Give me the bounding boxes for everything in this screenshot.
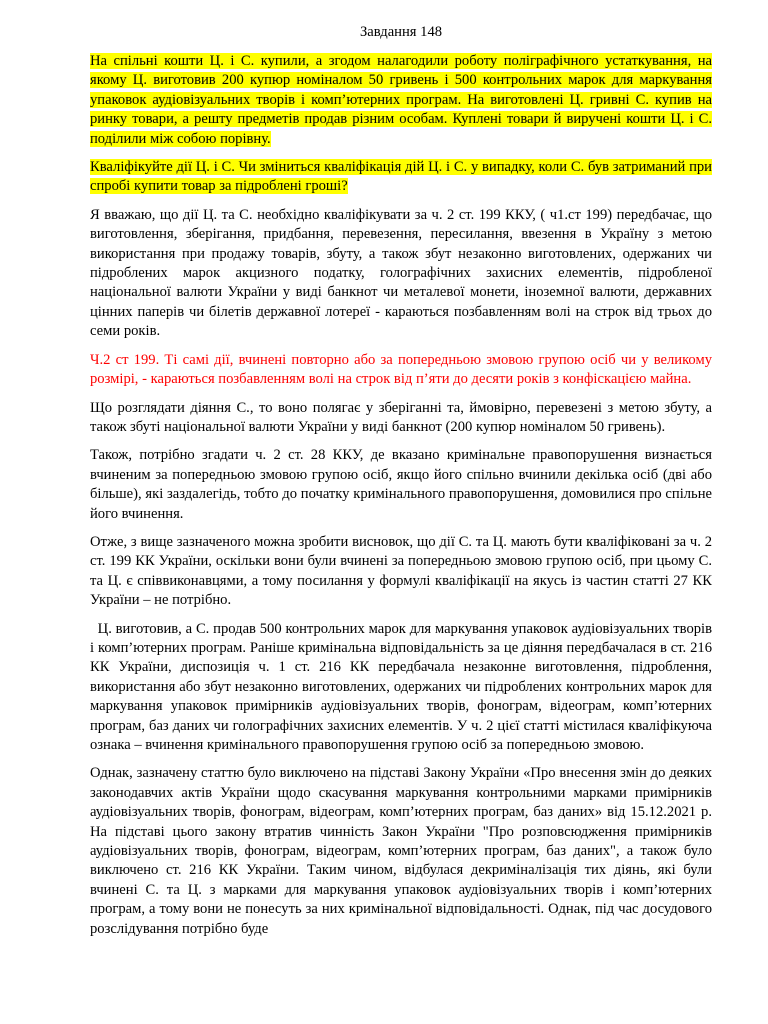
task-paragraph-1 bbox=[90, 52, 712, 149]
answer-paragraph-4: Також, потрібно згадати ч. 2 ст. 28 ККУ, де вказано кримінальне правопорушення визнається вчиненим за попередньою змовою групою осіб, якщо його спільно вчинили декілька осіб (дві або більше), які заздалегідь, тобто до початку кримінального правопорушення, домовилися про спільне його вчинення. bbox=[90, 447, 712, 522]
answer-paragraph-2-red: Ч.2 ст 199. Ті самі дії, вчинені повторно або за попередньою змовою групою осіб чи у великому розмірі, - караються позбавленням волі на строк від п’яти до десяти років з конфіскацією майна. bbox=[90, 351, 712, 388]
answer-paragraph-7: Однак, зазначену статтю було виключено на підставі Закону України «Про внесення змін до деяких законодавчих актів України щодо скасування маркування контрольними марками примірників аудіовізуальних творів, фонограм, відеограм, комп’ютерних програм, баз даних» від 15.12.2021 р. На підставі цього закону втратив чинність Закон України "Про розповсюдження примірників аудіовізуальних творів, фонограм, відеограм, комп’ютерних програм, баз даних", а також було виключено ст. 216 КК України. Таким чином, відбулася декриміналізація тих діянь, які були вчинені С. та Ц. з марками для маркування упаковок аудіовізуальних творів і комп’ютерних програм, а тому вони не понесуть за них кримінальної відповідальності. Однак, під час досудового розслідування потрібно буде bbox=[90, 765, 712, 937]
document-page bbox=[90, 0, 716, 1024]
page-title: Завдання 148 bbox=[359, 24, 443, 40]
task-paragraph-2 bbox=[90, 158, 712, 197]
answer-paragraph-5: Отже, з вище зазначеного можна зробити висновок, що дії С. та Ц. мають бути кваліфіковані за ч. 2 ст. 199 КК України, оскільки вони були вчинені за попередньою змовою групою осіб, при цьому С. та Ц. є співвиконавцями, а тому посилання у формулі кваліфікації на якусь із частин статті 27 КК України – не потрібно. bbox=[90, 533, 712, 609]
answer-paragraph-3: Що розглядати діяння С., то воно полягає у зберіганні та, ймовірно, перевезені з метою збуту, а також збуті національної валюти України у виді банкнот (200 купюр номіналом 50 гривень). bbox=[90, 399, 712, 435]
answer-paragraph-1: Я вважаю, що дії Ц. та С. необхідно кваліфікувати за ч. 2 ст. 199 ККУ, ( ч1.ст 199) передбачає, що виготовлення, зберігання, придбання, перевезення, пересилання, ввезення в Україну з метою використання при продажу товарів, збуту, а також збут незаконно виготовлених, одержаних чи підроблених марок акцизного податку, голографічних захисних елементів, підробленої національної валюти України у виді банкнот чи металевої монети, іноземної валюти, державних цінних паперів чи білетів державної лотереї - караються позбавленням волі на строк від трьох до семи років. bbox=[90, 206, 712, 340]
highlighted-text: На спільні кошти Ц. і С. купили, а згодом налагодили роботу поліграфічного устаткування, на якому Ц. виготовив 200 купюр номіналом 50 гривень і 500 контрольних марок для маркування упаковок аудіовізуальних творів і комп’ютерних програм. На виготовлені Ц. гривні С. купив на ринку товари, а решту предметів продав різним особам. Куплені товари й виручені кошти Ц. і С. поділили між собою порівну. bbox=[90, 53, 712, 147]
highlighted-text: Кваліфікуйте дії Ц. і С. Чи зміниться кваліфікація дій Ц. і С. у випадку, коли С. був затриманий при спробі купити товар за підроблені гроші? bbox=[90, 159, 712, 195]
answer-paragraph-6: Ц. виготовив, а С. продав 500 контрольних марок для маркування упаковок аудіовізуальних творів і комп’ютерних програм. Раніше кримінальна відповідальність за це діяння передбачалася в ст. 216 КК України, диспозиція ч. 1 ст. 216 КК передбачала незаконне виготовлення, підроблення, використання або збут незаконно виготовлених, одержаних чи підроблених контрольних марок для маркування упаковок примірників аудіовізуальних творів, фонограм, відеограм, комп’ютерних програм, баз даних чи голографічних захисних елементів. У ч. 2 цієї статті містилася кваліфікуюча ознака – вчинення кримінального правопорушення групою осіб за попередньою змовою. bbox=[90, 620, 716, 753]
